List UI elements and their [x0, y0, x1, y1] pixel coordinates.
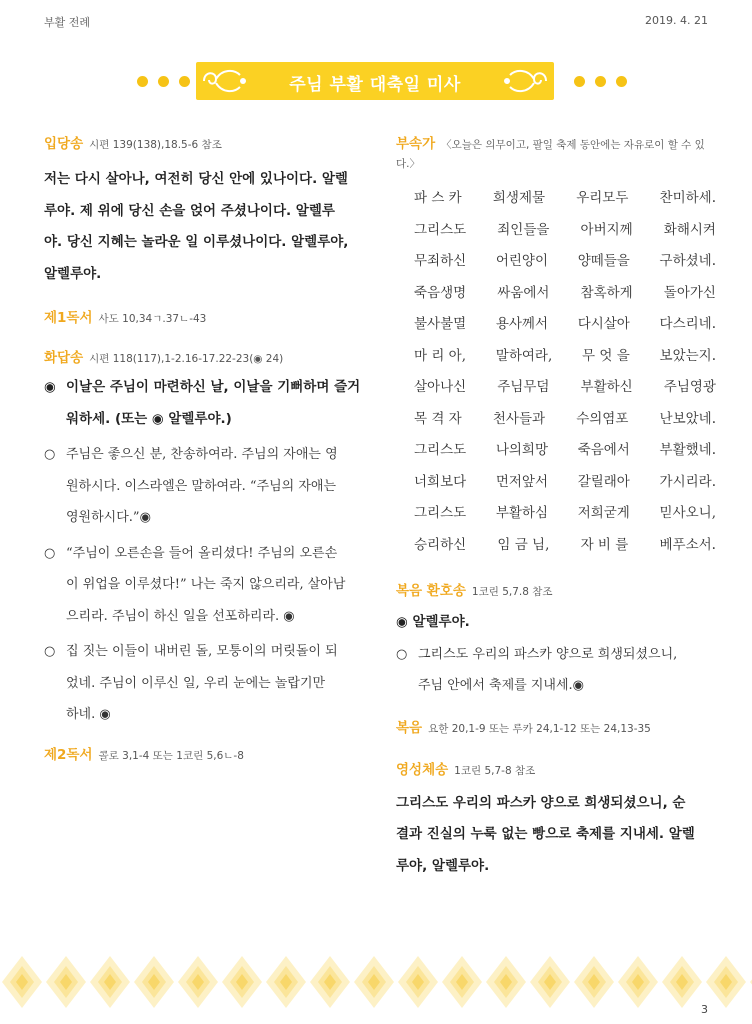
psalm-verse: ○ 주님은 좋으신 분, 찬송하여라. 주님의 자애는 영 원하시다. 이스라엘은 말하여라. “주님의 자애는 영원하시다.”◉ [44, 439, 368, 534]
hymn-line: 파 스 카 희생제물 우리모두 찬미하세. [414, 190, 716, 206]
hymn-line: 무죄하신 어린양이 양떼들을 구하셨네. [414, 253, 716, 269]
hymn-line: 죽음생명 싸움에서 참혹하게 돌아가신 [414, 284, 716, 301]
section-label: 제2독서 [44, 746, 93, 763]
section-ref: 시편 139(138),18.5-6 참조 [89, 139, 222, 151]
right-column [396, 132, 716, 882]
psalm-verse: ○ 집 짓는 이들이 내버린 돌, 모퉁이의 머릿돌이 되 었네. 주님이 이루신 일, 우리 눈에는 놀랍기만 하네. ◉ [44, 636, 368, 731]
diamond-pattern-band [0, 954, 752, 1010]
section-label: 제1독서 [44, 310, 93, 326]
section-label: 복음 [396, 719, 423, 736]
section-ref: 1코린 5,7.8 참조 [471, 586, 553, 598]
hymn-line: 그리스도 부활하심 저희굳게 믿사오니, [414, 505, 716, 521]
sequence [396, 132, 716, 561]
section-label: 영성체송 [396, 761, 449, 778]
section-ref: 사도 10,34ㄱ.37ㄴ-43 [98, 313, 207, 325]
hymn-line: 불사불멸 용사께서 다시살아 다스리네. [414, 316, 716, 332]
left-column [44, 132, 368, 763]
section-ref: 〈오늘은 의무이고, 팔일 축제 동안에는 자유로이 할 수 있다.〉 [396, 139, 705, 170]
title-banner [0, 62, 752, 102]
hymn-line: 그리스도 죄인들을 아버지께 화해시켜 [414, 221, 716, 238]
hymn-line: 마 리 아, 말하여라, 무 엇 을 보았는지. [414, 347, 716, 364]
hymn-line: 승리하신 임 금 님, 자 비 를 베푸소서. [414, 536, 716, 553]
running-head-date: 2019. 4. 21 [645, 14, 708, 27]
hymn-line: 목 격 자 천사들과 수의염포 난보았네. [414, 410, 716, 427]
first-reading [44, 306, 368, 326]
banner-dots-right [574, 76, 627, 87]
running-head-left: 부활 전례 [44, 16, 91, 29]
entrance-antiphon [44, 132, 368, 290]
page-title: 주님 부활 대축일 미사 [289, 75, 461, 95]
title-box [196, 62, 554, 100]
communion-antiphon [396, 758, 716, 883]
verse-mark-icon: ○ [44, 447, 56, 462]
banner-dots-left [137, 76, 190, 87]
section-ref: 시편 118(117),1-2.16-17.22-23(◉ 24) [89, 353, 284, 365]
responsorial-psalm [44, 346, 368, 731]
section-label: 화답송 [44, 350, 84, 366]
section-ref: 1코린 5,7-8 참조 [454, 764, 536, 777]
verse-mark-icon: ○ [396, 646, 408, 662]
hymn-line: 그리스도 나의희망 죽음에서 부활했네. [414, 442, 716, 458]
page-number: 3 [701, 1003, 708, 1016]
gospel-acclamation [396, 579, 716, 702]
verse-mark-icon: ○ [44, 644, 56, 659]
section-label: 복음 환호송 [396, 583, 466, 599]
gospel [396, 716, 716, 736]
communion-text: 그리스도 우리의 파스카 양으로 희생되셨으니, 순 결과 진실의 누룩 없는 빵으로 축제를 지내세. 알렐 루야, 알렐루야. [396, 794, 695, 874]
hymn-line: 너희보다 먼저앞서 갈릴래아 가시리라. [414, 473, 716, 490]
section-label: 입당송 [44, 136, 84, 152]
acclamation-refrain: ◉ 알렐루야. [396, 614, 470, 630]
entrance-text: 저는 다시 살아나, 여전히 당신 안에 있나이다. 알렐 루야. 제 위에 당신 손을 얹어 주셨나이다. 알렐루 야. 당신 지혜는 놀라운 일 이루셨나이다. 알렐루야, 알렐루야. [44, 171, 349, 282]
section-ref: 콜로 3,1-4 또는 1코린 5,6ㄴ-8 [98, 749, 244, 762]
section-label: 부속가 [396, 136, 436, 152]
hymn-line: 살아나신 주님무덤 부활하신 주님영광 [414, 379, 716, 395]
swirl-ornament-icon [502, 65, 550, 97]
acclamation-verse: ○ 그리스도 우리의 파스카 양으로 희생되셨으니, 주님 안에서 축제를 지내세.◉ [396, 639, 716, 702]
section-ref: 요한 20,1-9 또는 루카 24,1-12 또는 24,13-35 [428, 722, 651, 735]
second-reading [44, 743, 368, 763]
verse-mark-icon: ○ [44, 545, 56, 561]
refrain-mark-icon: ◉ [44, 379, 56, 395]
psalm-verse: ○ “주님이 오른손을 들어 올리셨다! 주님의 오른손 이 위업을 이루셨다!” 나는 죽지 않으리라, 살아남 으리라. 주님이 하신 일을 선포하리라. ◉ [44, 538, 368, 633]
sequence-hymn [414, 183, 716, 561]
psalm-refrain: ◉ 이날은 주님이 마련하신 날, 이날을 기뻐하며 즐거 워하세. (또는 ◉ 알렐루야.) [44, 372, 368, 435]
